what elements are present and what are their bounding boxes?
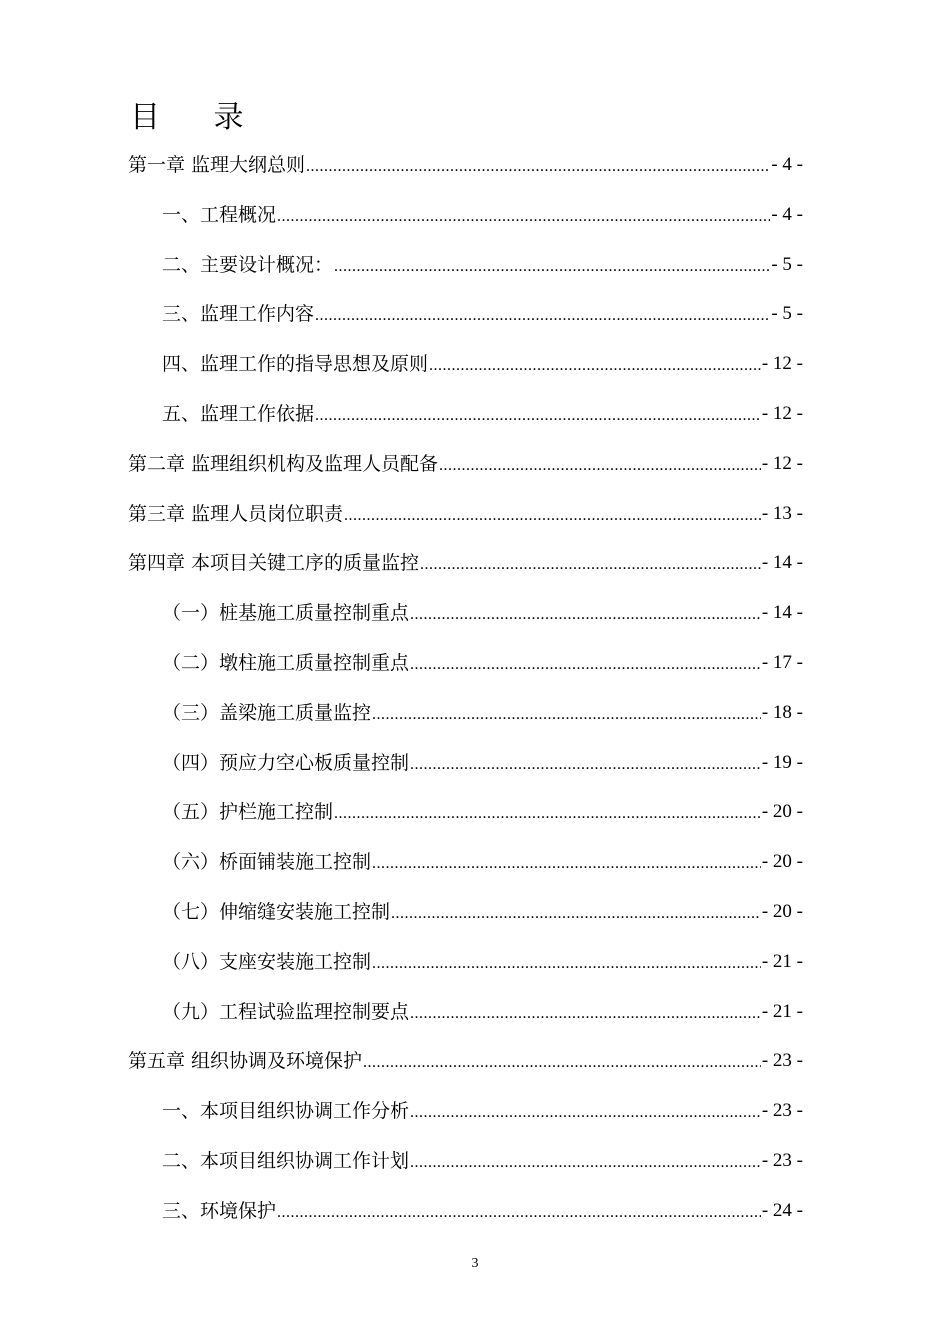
toc-entry-page: - 21 - (761, 1000, 803, 1022)
toc-entry[interactable] (162, 1188, 803, 1224)
toc-entry[interactable] (162, 391, 803, 427)
toc-dot-leader (344, 505, 761, 527)
toc-entry-title: （二）墩柱施工质量控制重点 (162, 652, 410, 674)
toc-dot-leader (410, 654, 761, 676)
toc-entry-title: （六）桥面铺装施工控制 (162, 851, 372, 874)
toc-dot-leader (363, 1052, 761, 1074)
toc-entry-page: - 14 - (761, 552, 803, 574)
toc-dot-leader (410, 1003, 761, 1025)
toc-dot-leader (429, 355, 761, 377)
toc-entry-title: （四）预应力空心板质量控制 (162, 751, 410, 774)
toc-entry-page: - 4 - (771, 203, 803, 225)
toc-entry-page: - 19 - (761, 751, 803, 773)
toc-entry-title: （五）护栏施工控制 (162, 801, 334, 824)
toc-dot-leader (372, 704, 761, 726)
toc-entry-title: （七）伸缩缝安装施工控制 (162, 901, 391, 923)
toc-entry-page: - 24 - (761, 1199, 803, 1221)
toc-dot-leader (372, 953, 761, 975)
toc-entry[interactable] (162, 989, 803, 1025)
toc-entry[interactable] (162, 789, 803, 825)
toc-dot-leader (410, 1102, 761, 1124)
toc-entry-page: - 14 - (761, 602, 803, 624)
toc-entry-page: - 5 - (771, 303, 803, 325)
toc-entry[interactable] (162, 192, 803, 228)
toc-entry[interactable] (162, 341, 803, 377)
toc-entry-title: 二、主要设计概况： (162, 253, 334, 276)
toc-entry-page: - 12 - (761, 403, 803, 424)
toc-dot-leader (306, 156, 770, 178)
toc-dot-leader (420, 554, 761, 576)
toc-entry-page: - 5 - (771, 253, 803, 275)
toc-entry-page: - 17 - (761, 652, 803, 673)
toc-entry-title: 第三章 监理人员岗位职责 (128, 502, 344, 525)
toc-entry[interactable] (162, 690, 803, 726)
toc-entry-title: （九）工程试验监理控制要点 (162, 1000, 410, 1023)
toc-entry-title: 四、监理工作的指导思想及原则 (162, 353, 429, 376)
toc-dot-leader (277, 206, 770, 228)
toc-entry-title: 第二章 监理组织机构及监理人员配备 (128, 452, 439, 475)
toc-entry-title: （一）桩基施工质量控制重点 (162, 602, 410, 625)
toc-dot-leader (391, 903, 761, 925)
toc-entry-page: - 23 - (761, 1100, 803, 1122)
toc-entry-title: 三、监理工作内容 (162, 303, 315, 326)
toc-dot-leader (334, 256, 770, 278)
toc-entry-title: 一、工程概况 (162, 203, 277, 226)
toc-dot-leader (372, 853, 761, 875)
toc-entry[interactable] (162, 939, 803, 975)
toc-entry-title: 第四章 本项目关键工序的质量监控 (128, 552, 420, 575)
toc-entry[interactable] (162, 740, 803, 776)
toc-entry[interactable] (162, 1088, 803, 1124)
toc-entry[interactable] (162, 242, 803, 278)
toc-entry-page: - 20 - (761, 851, 803, 873)
toc-dot-leader (277, 1202, 761, 1224)
toc-entry-title: 第一章 监理大纲总则 (128, 154, 306, 176)
toc-entry-page: - 12 - (761, 452, 803, 474)
toc-entry-page: - 12 - (761, 353, 803, 375)
page-number: 3 (471, 1256, 479, 1271)
toc-entry[interactable] (162, 291, 803, 327)
toc-dot-leader (410, 754, 761, 776)
toc-entry-page: - 18 - (761, 701, 803, 723)
toc-entry-page: - 20 - (761, 801, 803, 823)
toc-entry[interactable] (162, 590, 803, 626)
toc-entry-title: 五、监理工作依据 (162, 403, 315, 425)
toc-entry[interactable] (128, 1038, 803, 1074)
toc-entry-page: - 21 - (761, 950, 803, 972)
toc-entry[interactable] (128, 441, 803, 477)
toc-entry[interactable] (128, 142, 803, 178)
toc-dot-leader (410, 1152, 761, 1174)
toc-entry-page: - 23 - (761, 1150, 803, 1171)
toc-entry-title: 二、本项目组织协调工作计划 (162, 1150, 410, 1172)
toc-dot-leader (315, 405, 761, 427)
toc-entry-page: - 23 - (761, 1050, 803, 1072)
toc-entry[interactable] (128, 491, 803, 527)
toc-entry-page: - 13 - (761, 502, 803, 524)
toc-dot-leader (315, 305, 770, 327)
toc-entry[interactable] (162, 640, 803, 676)
toc-entry-title: 第五章 组织协调及环境保护 (128, 1050, 363, 1073)
toc-entry-title: （八）支座安装施工控制 (162, 950, 372, 973)
toc-title: 目 录 (130, 100, 266, 135)
toc-dot-leader (334, 803, 761, 825)
toc-entry[interactable] (162, 889, 803, 925)
toc-entry[interactable] (162, 1138, 803, 1174)
toc-dot-leader (410, 604, 761, 626)
toc-entry-title: 三、环境保护 (162, 1199, 277, 1222)
toc-entry-title: （三）盖梁施工质量监控 (162, 701, 372, 724)
toc-entry-title: 一、本项目组织协调工作分析 (162, 1100, 410, 1123)
toc-entry-page: - 20 - (761, 901, 803, 922)
toc-dot-leader (439, 455, 761, 477)
toc-entry[interactable] (128, 540, 803, 576)
toc-entry[interactable] (162, 839, 803, 875)
toc-entry-page: - 4 - (771, 154, 803, 175)
